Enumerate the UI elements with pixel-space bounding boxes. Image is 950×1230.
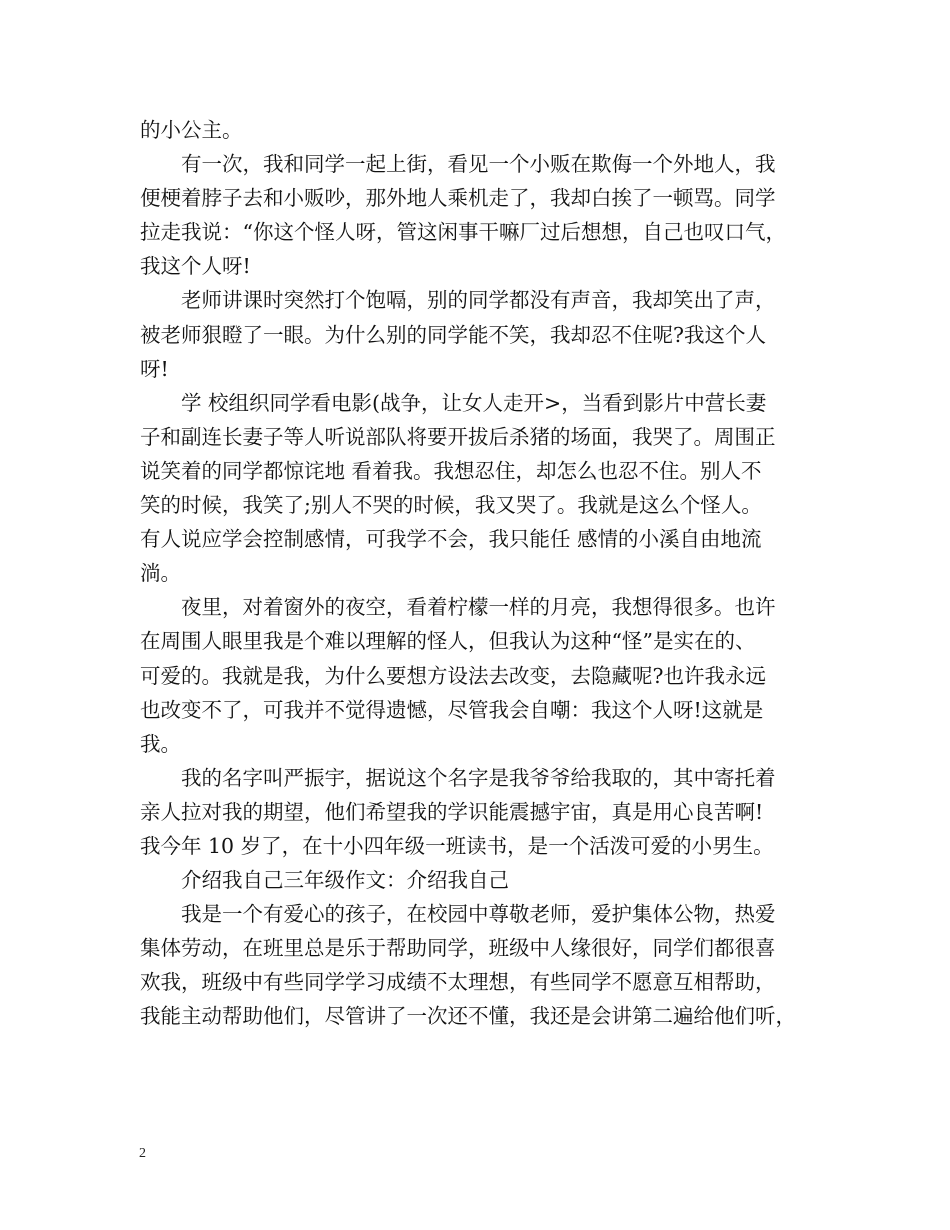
text-line: 欢我，班级中有些同学学习成绩不太理想，有些同学不愿意互相帮助， [140, 970, 776, 995]
text-line: 我是一个有爱心的孩子，在校园中尊敬老师，爱护集体公物，热爱 [181, 902, 776, 927]
text-line: 有一次，我和同学一起上街，看见一个小贩在欺侮一个外地人，我 [181, 152, 776, 177]
text-line: 淌。 [140, 561, 181, 586]
text-line: 被老师狠瞪了一眼。为什么别的同学能不笑，我却忍不住呢?我这个人 [140, 322, 766, 347]
text-line: 呀! [140, 356, 169, 381]
text-line: 我能主动帮助他们，尽管讲了一次还不懂，我还是会讲第二遍给他们听， [140, 1004, 796, 1029]
text-line: 在周围人眼里我是个难以理解的怪人，但我认为这种“怪”是实在的、 [140, 629, 756, 654]
text-line: 我的名字叫严振宇，据说这个名字是我爷爷给我取的，其中寄托着 [181, 765, 776, 790]
body-text [140, 113, 830, 1034]
text-line: 也改变不了，可我并不觉得遗憾，尽管我会自嘲：我这个人呀!这就是 [140, 697, 764, 722]
text-line: 我。 [140, 731, 181, 756]
text-line: 笑的时候，我笑了;别人不哭的时候，我又哭了。我就是这么个怪人。 [140, 493, 762, 518]
text-line: 有人说应学会控制感情，可我学不会，我只能任 感情的小溪自由地流 [140, 527, 762, 552]
text-line: 介绍我自己三年级作文：介绍我自己 [181, 868, 509, 893]
text-line: 说笑着的同学都惊诧地 看着我。我想忍住，却怎么也忍不住。别人不 [140, 458, 762, 483]
text-line: 拉走我说：“你这个怪人呀，管这闲事干嘛厂过后想想，自己也叹口气， [140, 220, 786, 245]
page-number: 2 [139, 1146, 146, 1161]
text-line: 子和副连长妻子等人听说部队将要开拔后杀猪的场面，我哭了。周围正 [140, 424, 776, 449]
text-line: 亲人拉对我的期望，他们希望我的学识能震撼宇宙，真是用心良苦啊! [140, 799, 764, 824]
text-line: 学 校组织同学看电影(战争，让女人走开>，当看到影片中营长妻 [181, 390, 767, 415]
text-line: 我今年 10 岁了，在十小四年级一班读书，是一个活泼可爱的小男生。 [140, 833, 774, 858]
text-line: 集体劳动，在班里总是乐于帮助同学，班级中人缘很好，同学们都很喜 [140, 936, 776, 961]
text-line: 便梗着脖子去和小贩吵，那外地人乘机走了，我却白挨了一顿骂。同学 [140, 186, 776, 211]
text-line: 老师讲课时突然打个饱嗝，别的同学都没有声音，我却笑出了声， [181, 288, 776, 313]
text-line: 夜里，对着窗外的夜空，看着柠檬一样的月亮，我想得很多。也许 [181, 595, 776, 620]
text-line: 可爱的。我就是我，为什么要想方设法去改变，去隐藏呢?也许我永远 [140, 663, 766, 688]
text-line: 我这个人呀! [140, 254, 251, 279]
text-line: 的小公主。 [140, 118, 243, 142]
